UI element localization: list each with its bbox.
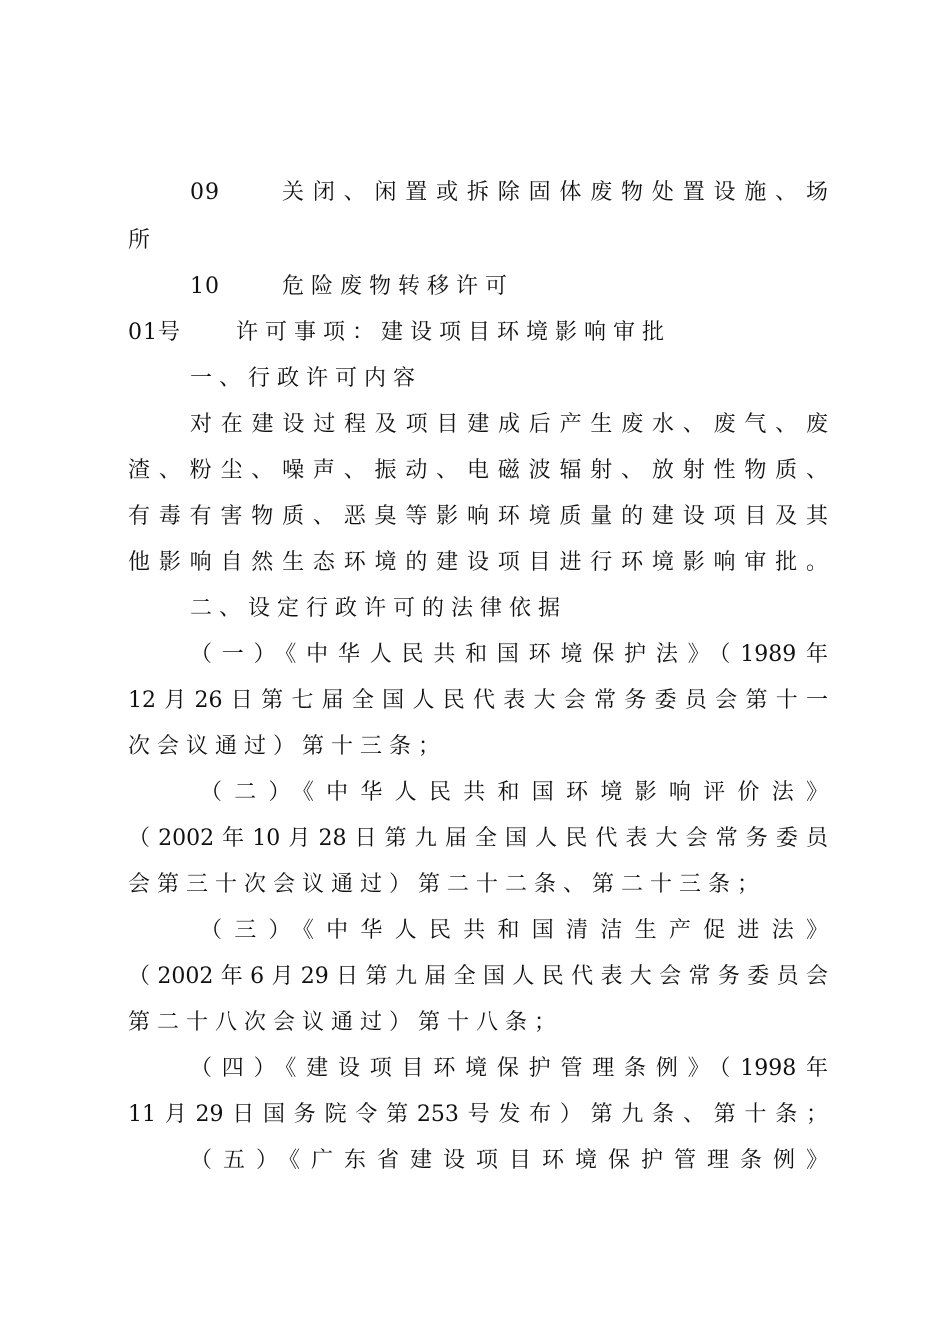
law-line: 次会议通过）第十三条；	[128, 734, 448, 759]
law-line: （三）《中华人民共和国清洁生产促进法》	[200, 918, 828, 943]
section-heading: 一、行政许可内容	[190, 366, 423, 391]
law-line: （一）《中华人民共和国环境保护法》（1989年	[190, 642, 828, 667]
section-heading: 二、设定行政许可的法律依据	[190, 596, 568, 621]
entry-title: 危险废物转移许可	[282, 274, 515, 299]
law-line: 12月26日第七届全国人民代表大会常务委员会第十一	[128, 688, 828, 713]
paragraph-line: 渣、粉尘、噪声、振动、电磁波辐射、放射性物质、	[128, 458, 828, 483]
paragraph-line: 对在建设过程及项目建成后产生废水、废气、废	[190, 412, 828, 437]
item-number: 01号	[128, 320, 181, 345]
law-line: （五）《广东省建设项目环境保护管理条例》	[190, 1148, 828, 1173]
law-line: （2002年10月28日第九届全国人民代表大会常务委员	[128, 826, 828, 851]
law-line: 第二十八次会议通过）第十八条；	[128, 1010, 564, 1035]
law-line: （二）《中华人民共和国环境影响评价法》	[200, 780, 828, 805]
law-line: （四）《建设项目环境保护管理条例》（1998年	[190, 1056, 828, 1081]
law-line: 11月29日国务院令第253号发布）第九条、第十条；	[128, 1102, 828, 1127]
entry-title: 关闭、闲置或拆除固体废物处置设施、场	[282, 180, 828, 205]
item-title: 许可事项：建设项目环境影响审批	[236, 320, 672, 345]
entry-title-continuation: 所	[128, 228, 158, 253]
paragraph-line: 有毒有害物质、恶臭等影响环境质量的建设项目及其	[128, 504, 828, 529]
entry-code: 09	[190, 180, 220, 205]
paragraph-line: 他影响自然生态环境的建设项目进行环境影响审批。	[128, 550, 828, 575]
law-line: 会第三十次会议通过）第二十二条、第二十三条；	[128, 872, 767, 897]
law-line: （2002年6月29日第九届全国人民代表大会常务委员会	[128, 964, 828, 989]
entry-code: 10	[190, 274, 220, 299]
